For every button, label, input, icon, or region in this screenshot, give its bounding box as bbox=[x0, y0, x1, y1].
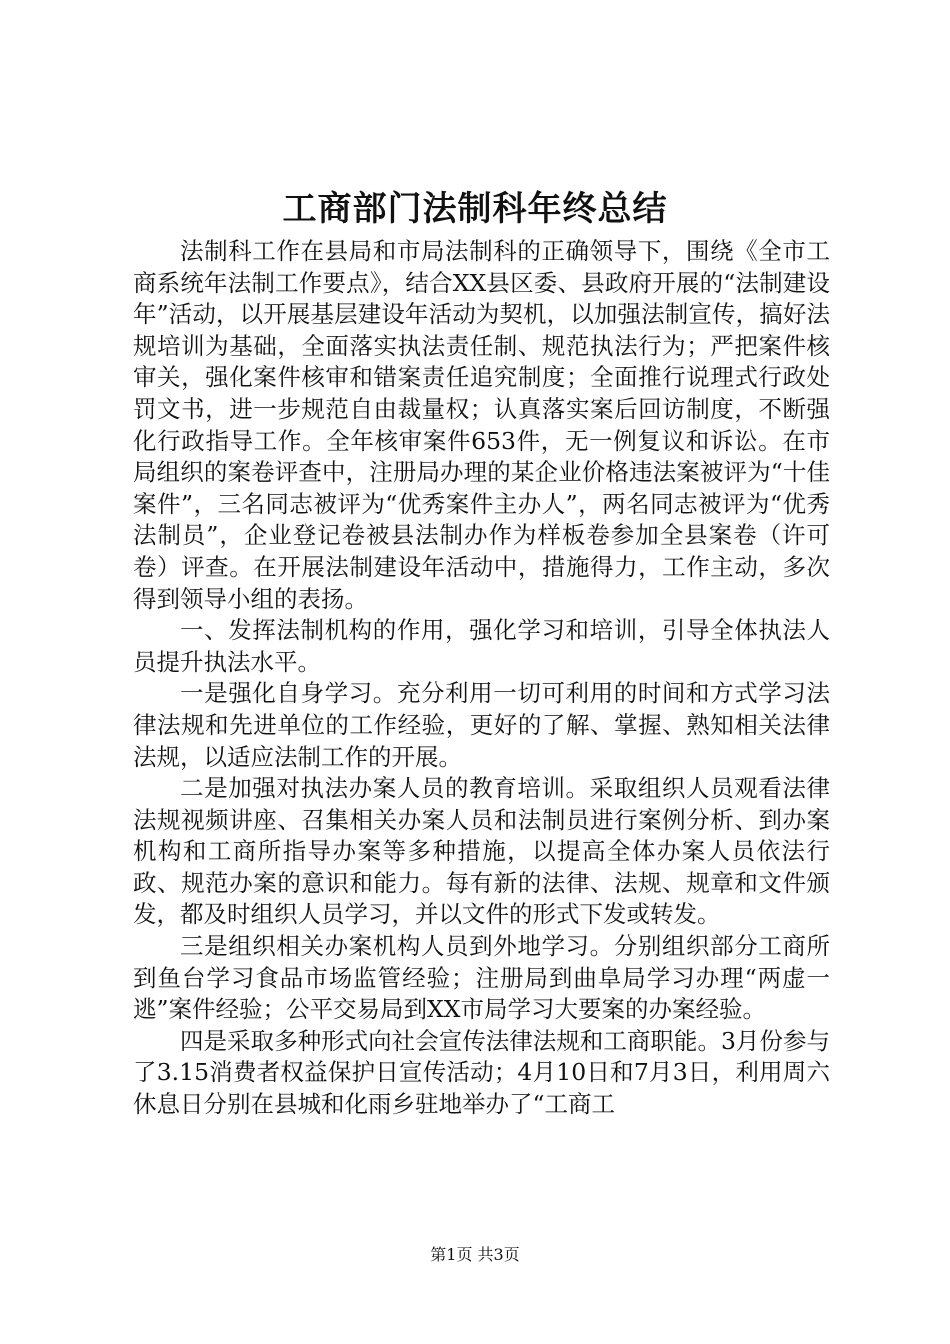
document-body bbox=[133, 236, 830, 1121]
paragraph-point-one: 一是强化自身学习。充分利用一切可利用的时间和方式学习法律法规和先进单位的工作经验，更好的了解、掌握、熟知相关法律法规，以适应法制工作的开展。 bbox=[133, 679, 830, 771]
page-number-footer: 第1页 共3页 bbox=[430, 1245, 520, 1264]
document-title: 工商部门法制科年终总结 bbox=[282, 189, 668, 229]
paragraph-point-four: 四是采取多种形式向社会宣传法律法规和工商职能。3月份参与了3.15消费者权益保护日宣传活动；4月10日和7月3日，利用周六休息日分别在县城和化雨乡驻地举办了“工商工 bbox=[133, 1026, 830, 1119]
paragraph-intro: 法制科工作在县局和市局法制科的正确领导下，围绕《全市工商系统年法制工作要点》，结合XX县区委、县政府开展的“法制建设年”活动，以开展基层建设年活动为契机，以加强法制宣传，搞好法规培训为基础，全面落实执法责任制、规范执法行为；严把案件核审关，强化案件核审和错案责任追究制度；全面推行说理式行政处罚文书，进一步规范自由裁量权；认真落实案后回访制度，不断强化行政指导工作。全年核审案件653件，无一例复议和诉讼。在市局组织的案卷评查中，注册局办理的某企业价格违法案被评为“十佳案件”，三名同志被评为“优秀案件主办人”，两名同志被评为“优秀法制员”，企业登记卷被县法制办作为样板卷参加全县案卷（许可卷）评查。在开展法制建设年活动中，措施得力，工作主动，多次得到领导小组的表扬。 bbox=[133, 237, 830, 613]
paragraph-point-three: 三是组织相关办案机构人员到外地学习。分别组织部分工商所到鱼台学习食品市场监管经验；注册局到曲阜局学习办理“两虚一逃”案件经验；公平交易局到XX市局学习大要案的办案经验。 bbox=[133, 932, 830, 1024]
paragraph-point-two: 二是加强对执法办案人员的教育培训。采取组织人员观看法律法规视频讲座、召集相关办案人员和法制员进行案例分析、到办案机构和工商所指导办案等多种措施，以提高全体办案人员依法行政、规范办案的意识和能力。每有新的法律、法规、规章和文件颁发，都及时组织人员学习，并以文件的形式下发或转发。 bbox=[133, 774, 830, 929]
paragraph-section-one-heading: 一、发挥法制机构的作用，强化学习和培训，引导全体执法人员提升执法水平。 bbox=[133, 616, 830, 676]
